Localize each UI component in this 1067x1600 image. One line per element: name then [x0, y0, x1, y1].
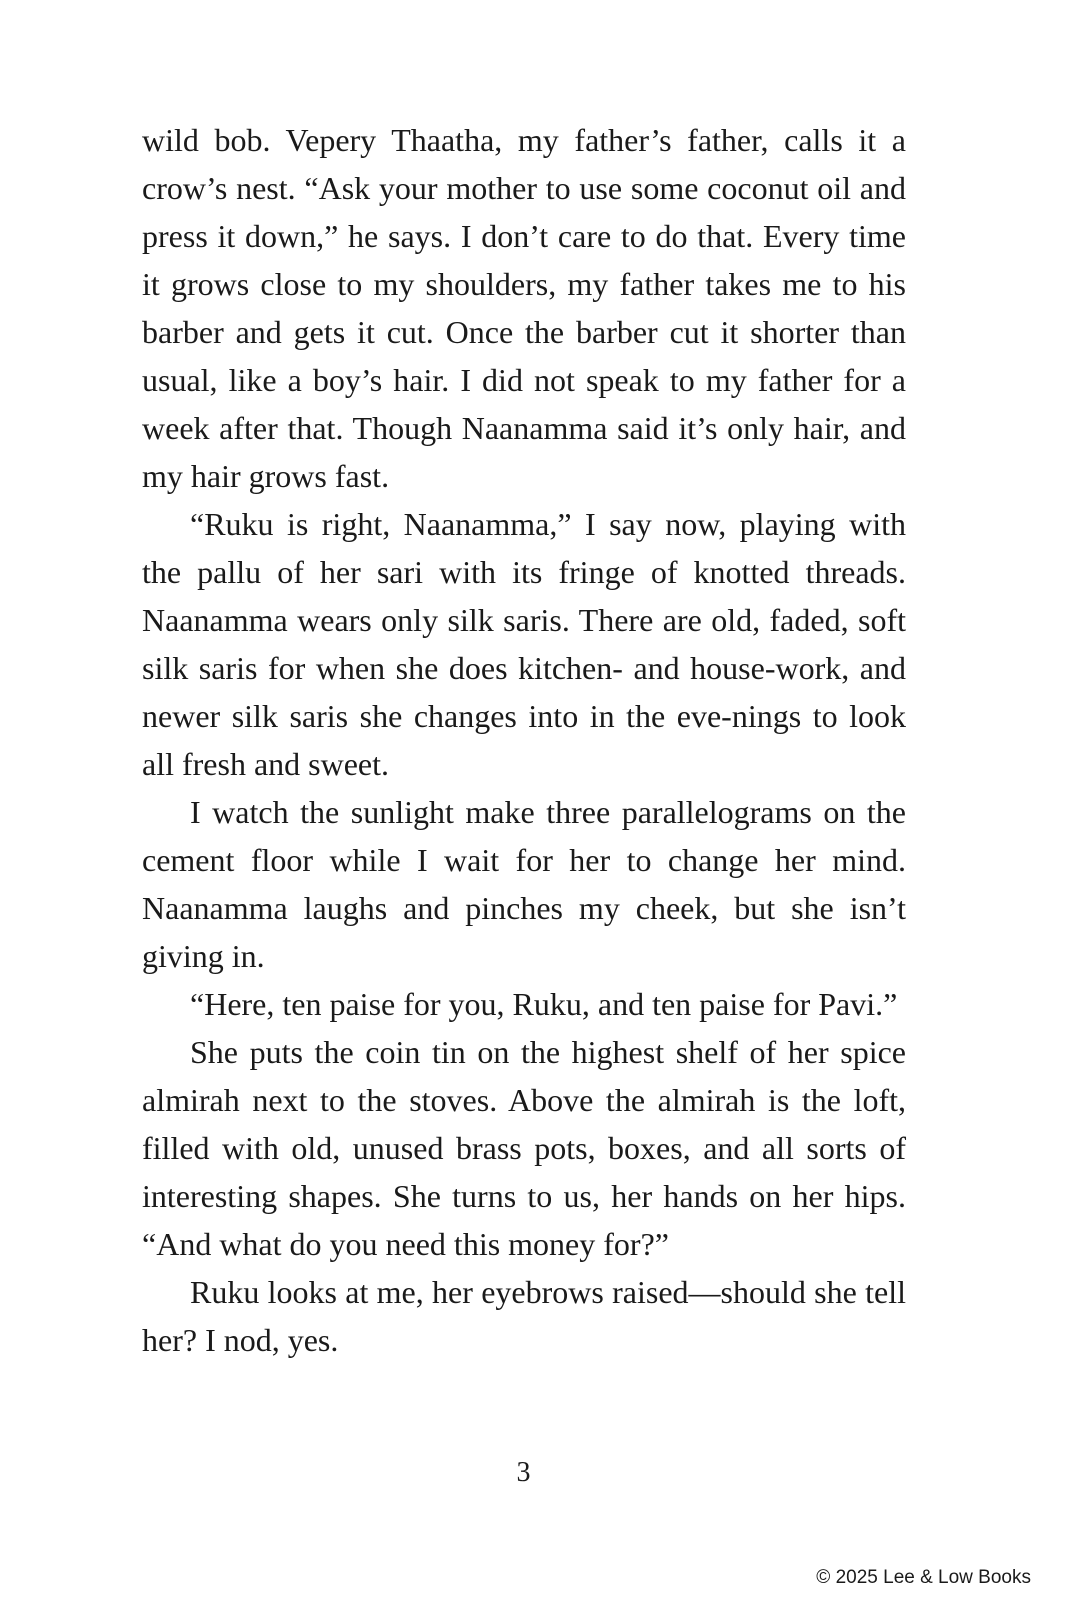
paragraph-1: wild bob. Vepery Thaatha, my father’s father, calls it a crow’s nest. “Ask your mother to use some coconut oil and press it down,” he says. I don’t care to do that. Every time it grows close to my shoulders, my father takes me to his barber and gets it cut. Once the barber cut it shorter than usual, like a boy’s hair. I did not speak to my father for a week after that. Though Naanamma said it’s only hair, and my hair grows fast. [142, 122, 906, 494]
copyright-notice: © 2025 Lee & Low Books [816, 1567, 1031, 1588]
paragraph-3: I watch the sunlight make three parallelograms on the cement floor while I wait for her to change her mind. Naanamma laughs and pinches my cheek, but she isn’t giving in. [142, 794, 906, 974]
body-text [142, 116, 906, 1364]
paragraph-2: “Ruku is right, Naanamma,” I say now, playing with the pallu of her sari with its fringe of knotted threads. Naanamma wears only silk saris. There are old, faded, soft silk saris for when she does kitchen- and house-work, and newer silk saris she changes into in the eve-nings to look all fresh and sweet. [142, 506, 906, 782]
paragraph-4: “Here, ten paise for you, Ruku, and ten paise for Pavi.” [190, 986, 898, 1022]
paragraph-6: Ruku looks at me, her eyebrows raised—should she tell her? I nod, yes. [142, 1274, 906, 1358]
page-number: 3 [516, 1457, 531, 1488]
paragraph-5: She puts the coin tin on the highest shelf of her spice almirah next to the stoves. Above the almirah is the loft, filled with old, unused brass pots, boxes, and all sorts of interesting shapes. She turns to us, her hands on her hips. “And what do you need this money for?” [142, 1034, 906, 1262]
